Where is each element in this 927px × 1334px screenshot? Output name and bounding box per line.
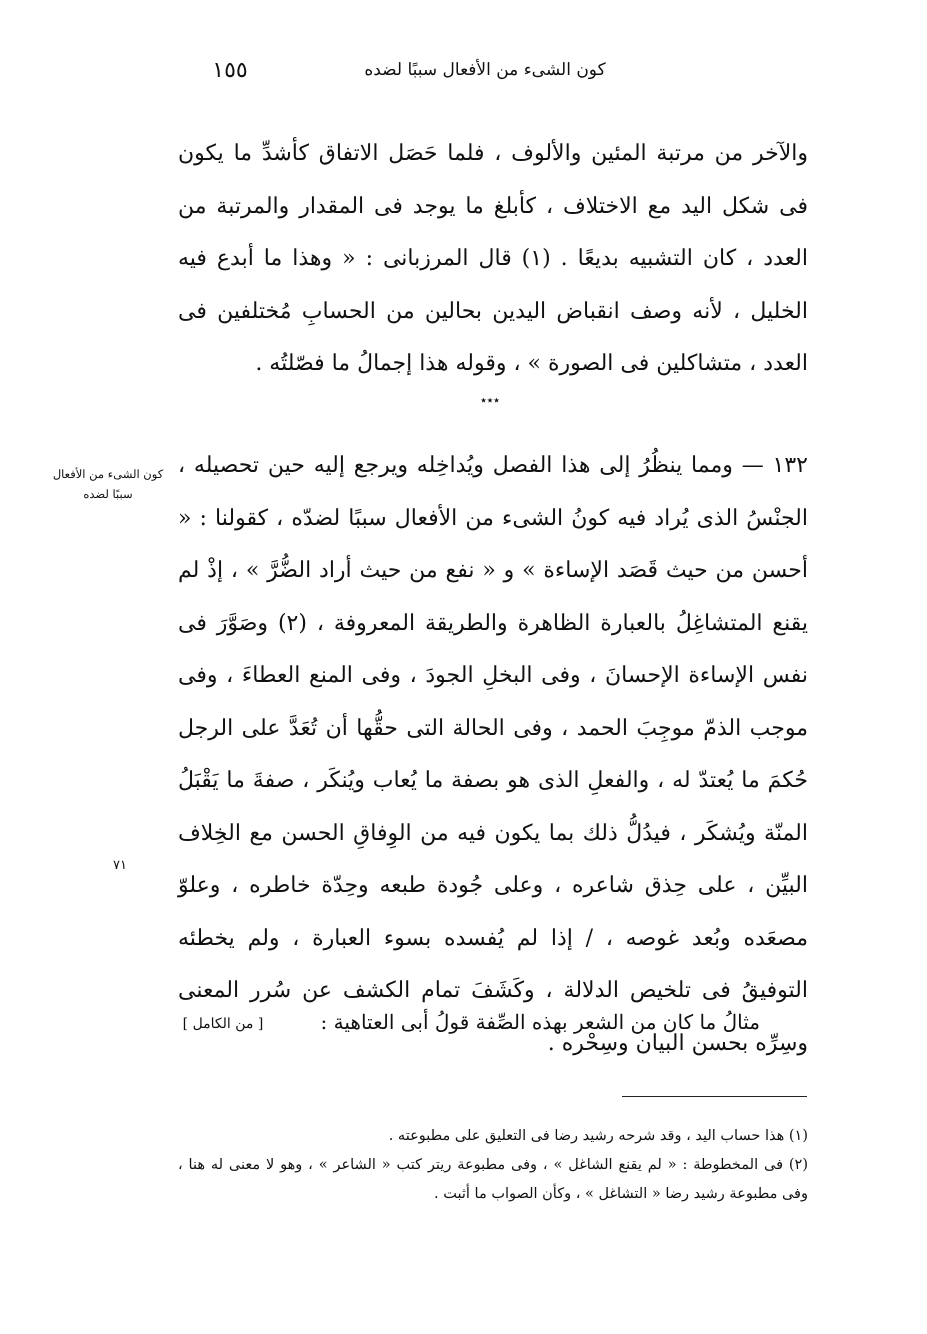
running-header-title: كون الشىء من الأفعال سببًا لضده (364, 60, 606, 80)
footnote: (٢) فى المخطوطة : « لم يقنع الشاغل » ، وفى مطبوعة ريتر كتب « الشاعر » ، وهو لا معنى له هنا ، وفى مطبوعة رشيد رضا « التشاغل » ، وكأن الصواب ما أثبت . (178, 1157, 808, 1202)
paragraph-section-132: ١٣٢ — ومما ينظُرُ إلى هذا الفصل ويُداخِله ويرجع إليه حين تحصيله ، الجنْسُ الذى يُراد فيه كونُ الشىء من الأفعال سببًا لضدّه ، كقولنا : « أحسن من حيث قَصَد الإساءة » و « نفع من حيث أراد الضُّرَّ » ، إذْ لم يقنع المتشاغِلُ بالعبارة الظاهرة والطريقة المعروفة ، (٢) وصَوَّرَ فى نفس الإساءة الإحسانَ ، وفى البخلِ الجودَ ، وفى المنع العطاءَ ، وفى موجب الذمّ موجِبَ الحمد ، وفى الحالة التى حقُّها أن تُعَدَّ على الرجل حُكمَ ما يُعتدّ له ، والفعلِ الذى هو بصفة ما يُعاب ويُنكَر ، صفةَ ما يَقْبَلُ المنّة ويُشكَر ، فيدُلُّ ذلك بما يكون فيه من الوِفاقِ الحسن مع الخِلاف البيِّن ، على حِذق شاعره ، وعلى جُودة طبعه وحِدّة خاطره ، وعلوّ مصعَده وبُعد غوصه ، / إذا لم يُفسده بسوء العبارة ، ولم يخطئه التوفيقُ فى تلخيص الدلالة ، وكَشَفَ تمام الكشف عن سُرر المعنى وسِرِّه بحسن البيان وسِحْره . (178, 453, 809, 1056)
verse-introduction: مثالُ ما كان من الشعر بهذه الصِّفة قولُ أبى العتاهية : (320, 1010, 760, 1034)
poetic-meter-label: [ من الكامل ] (182, 1016, 264, 1032)
footnote: (١) هذا حساب اليد ، وقد شرحه رشيد رضا فى التعليق على مطبوعته . (388, 1128, 808, 1144)
paragraph-continued: والآخر من مرتبة المئين والألوف ، فلما حَصَل الاتفاق كأشدِّ ما يكون فى شكل اليد مع الاختلاف ، كأبلغ ما يوجد فى المقدار والمرتبة من العدد ، كان التشبيه بديعًا . (١) قال المرزبانى : « وهذا ما أبدع فيه الخليل ، لأنه وصف انقباض اليدين بحالين من الحسابِ مُختلفين فى العدد ، متشاكلين فى الصورة » ، وقوله هذا إجمالُ ما فصّلتُه . (178, 141, 809, 376)
footnote-divider (622, 1096, 807, 1097)
section-separator: ٭٭٭ (480, 393, 500, 407)
footnotes (178, 1122, 808, 1209)
page-number: ١٥٥ (212, 58, 248, 83)
margin-manuscript-folio: ٧١ (113, 858, 127, 873)
margin-section-title: كون الشىء من الأفعال سببًا لضده (52, 467, 164, 501)
